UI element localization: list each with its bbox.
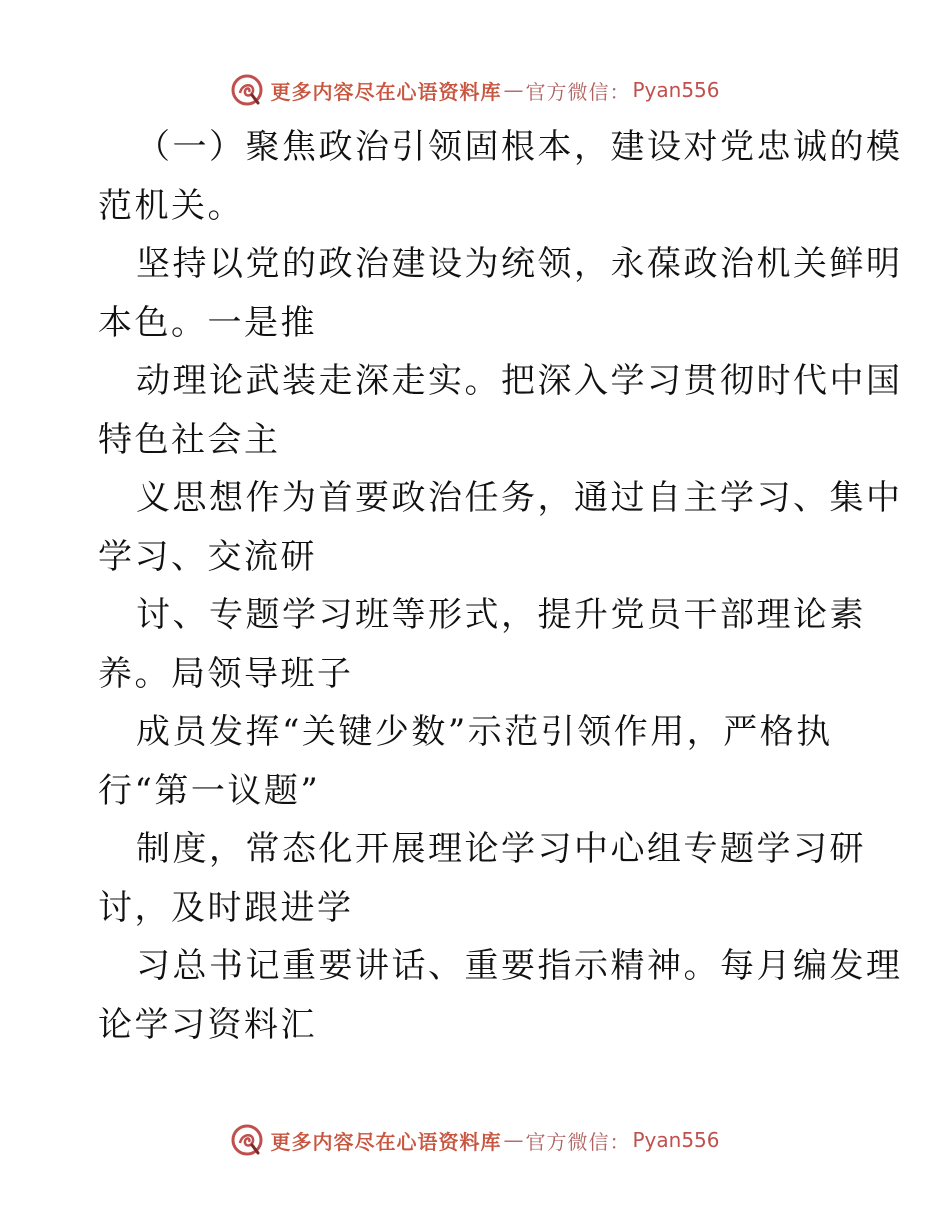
rose-swirl-icon: [230, 73, 264, 107]
watermark-separator: —: [503, 1128, 524, 1152]
text-line: 坚持以党的政治建设为统领，永葆政治机关鲜明: [136, 244, 903, 284]
text-line: 养。局领导班子: [98, 653, 354, 694]
rose-swirl-icon: [230, 1123, 264, 1157]
text-line: 特色社会主: [98, 419, 281, 460]
text-line: 学习、交流研: [98, 536, 317, 577]
text-line: （一）聚焦政治引领固根本，建设对党忠诚的模: [136, 127, 903, 167]
text-line: 行“第一议题”: [98, 770, 321, 811]
watermark-footer: [0, 1120, 950, 1160]
watermark-contact-value: Pyan556: [632, 1128, 720, 1152]
document-body: [98, 118, 903, 1054]
text-line: 本色。一是推: [98, 302, 317, 343]
text-line: 动理论武装走深走实。把深入学习贯彻时代中国: [136, 361, 903, 401]
text-line: 讨、专题学习班等形式，提升党员干部理论素: [136, 595, 866, 635]
text-line: 讨，及时跟进学: [98, 887, 354, 928]
text-line: 习总书记重要讲话、重要指示精神。每月编发理: [136, 946, 903, 986]
text-line: 义思想作为首要政治任务，通过自主学习、集中: [136, 478, 903, 518]
text-line: 论学习资料汇: [98, 1004, 317, 1045]
watermark-site-name: 更多内容尽在心语资料库: [270, 1129, 502, 1154]
watermark-contact-label: 官方微信：: [525, 79, 631, 104]
text-line: 制度，常态化开展理论学习中心组专题学习研: [136, 829, 866, 869]
watermark-site-name: 更多内容尽在心语资料库: [270, 79, 502, 104]
watermark-header: [0, 70, 950, 110]
watermark-contact-label: 官方微信：: [525, 1129, 631, 1154]
watermark-contact-value: Pyan556: [632, 78, 720, 102]
text-line: 范机关。: [98, 185, 244, 226]
watermark-separator: —: [503, 78, 524, 102]
text-line: 成员发挥“关键少数”示范引领作用，严格执: [136, 712, 833, 752]
